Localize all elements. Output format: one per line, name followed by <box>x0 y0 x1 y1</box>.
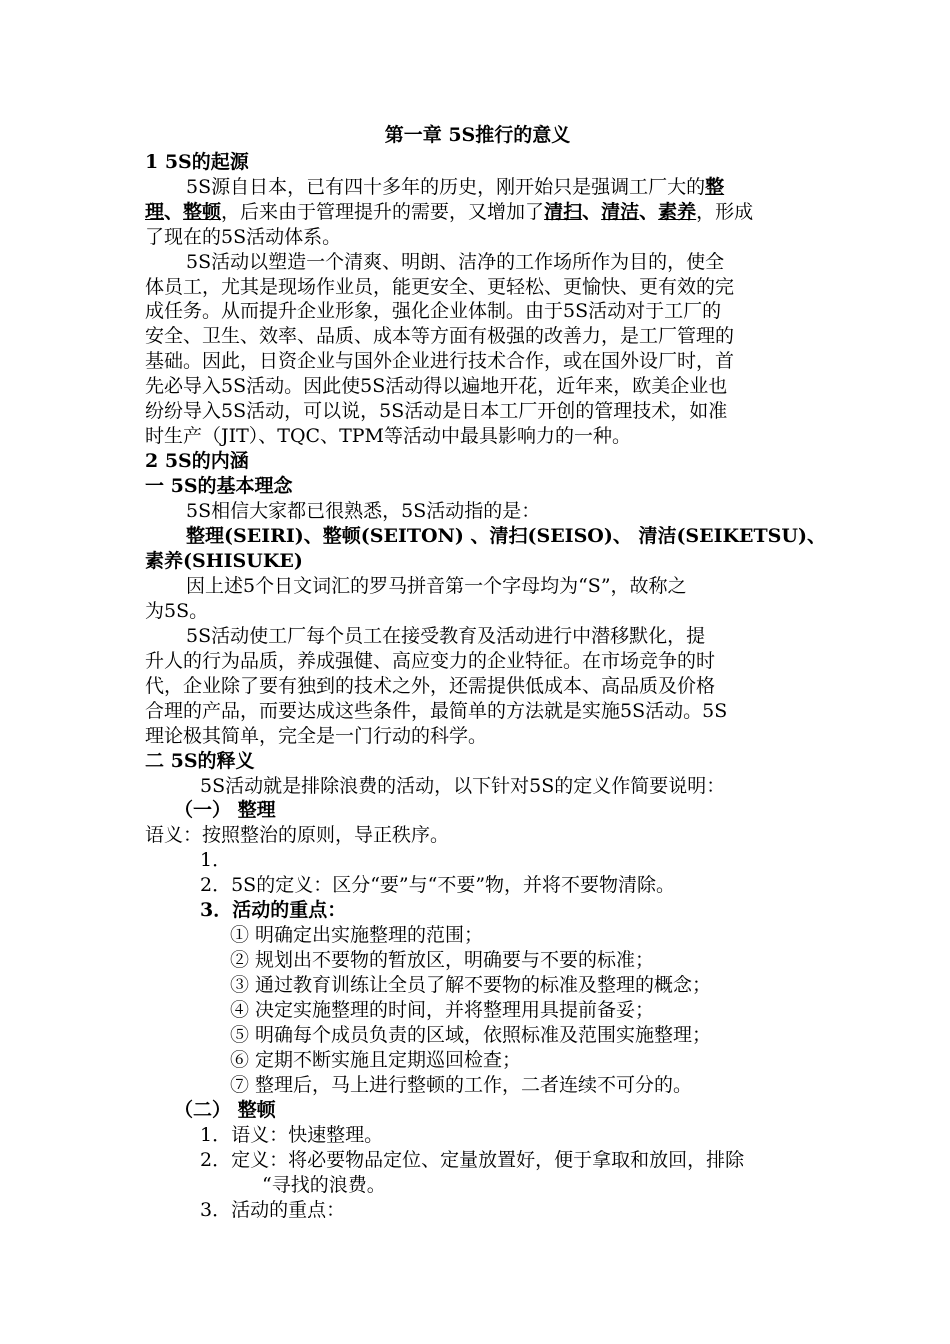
list-item: 2．定义：将必要物品定位、定量放置好，便于拿取和放回，排除 <box>200 1149 745 1171</box>
list-item: 2．5S的定义：区分“要”与“不要”物，并将不要物清除。 <box>200 874 676 896</box>
paragraph-line: 5S源自日本，已有四十多年的历史，刚开始只是强调工厂大的整 <box>186 176 725 198</box>
paragraph-line: 理、整顿，后来由于管理提升的需要，又增加了清扫、清洁、素养，形成 <box>145 201 754 223</box>
paragraph-line: 时生产（JIT）、TQC、TPM等活动中最具影响力的一种。 <box>145 425 631 447</box>
paragraph-line: 了现在的5S活动体系。 <box>145 226 342 248</box>
part-heading-seiri: （一） 整理 <box>174 799 276 821</box>
paragraph-line: 5S活动以塑造一个清爽、明朗、洁净的工作场所作为目的，使全 <box>186 251 725 273</box>
paragraph-line: 5S活动就是排除浪费的活动，以下针对5S的定义作简要说明： <box>200 775 726 797</box>
underlined-term: 清洁 <box>601 201 640 223</box>
paragraph-line: 体员工，尤其是现场作业员，能更安全、更轻松、更愉快、更有效的完 <box>145 276 735 298</box>
list-item: ④ 决定实施整理的时间，并将整理用具提前备妥； <box>230 999 655 1021</box>
subsection-heading-definition: 二 5S的释义 <box>145 750 255 772</box>
list-item: “寻找的浪费。 <box>262 1174 386 1196</box>
list-item: 1．语义：快速整理。 <box>200 1124 384 1146</box>
list-item: 1． <box>200 849 232 871</box>
paragraph-line: 成任务。从而提升企业形象，强化企业体制。由于5S活动对于工厂的 <box>145 300 722 322</box>
list-item: ⑤ 明确每个成员负责的区域，依照标准及范围实施整理； <box>230 1024 712 1046</box>
list-item: 3．活动的重点： <box>200 899 347 921</box>
paragraph-line: 为5S。 <box>145 600 209 622</box>
paragraph-line: 理论极其简单，完全是一门行动的科学。 <box>145 725 488 747</box>
meaning-line: 语义：按照整治的原则，导正秩序。 <box>145 824 450 846</box>
subsection-heading-concept: 一 5S的基本理念 <box>145 475 293 497</box>
part-heading-seiton: （二） 整顿 <box>174 1099 276 1121</box>
list-item: ③ 通过教育训练让全员了解不要物的标准及整理的概念； <box>230 974 712 996</box>
paragraph-line: 代，企业除了要有独到的技术之外，还需提供低成本、高品质及价格 <box>145 675 716 697</box>
section-heading-origin: 1 5S的起源 <box>145 151 249 173</box>
list-item: ② 规划出不要物的暂放区，明确要与不要的标准； <box>230 949 655 971</box>
underlined-term: 整顿 <box>183 201 222 223</box>
list-item: 3．活动的重点： <box>200 1199 346 1221</box>
terms-line: 整理(SEIRI)、整顿(SEITON) 、清扫(SEISO)、 清洁(SEIKETSU)、 <box>186 525 826 547</box>
underlined-term: 清扫 <box>544 201 583 223</box>
paragraph-line: 因上述5个日文词汇的罗马拼音第一个字母均为“S”，故称之 <box>186 575 687 597</box>
underlined-term: 整 <box>705 176 725 198</box>
terms-line: 素养(SHISUKE) <box>145 550 303 572</box>
paragraph-line: 先必导入5S活动。因此使5S活动得以遍地开花，近年来，欧美企业也 <box>145 375 728 397</box>
section-heading-connotation: 2 5S的内涵 <box>145 450 249 472</box>
paragraph-line: 升人的行为品质，养成强健、高应变力的企业特征。在市场竞争的时 <box>145 650 716 672</box>
underlined-term: 理 <box>145 201 165 223</box>
underlined-term: 素养 <box>658 201 697 223</box>
paragraph-line: 合理的产品，而要达成这些条件，最简单的方法就是实施5S活动。5S <box>145 700 728 722</box>
list-item: ⑥ 定期不断实施且定期巡回检查； <box>230 1049 522 1071</box>
list-item: ① 明确定出实施整理的范围； <box>230 924 484 946</box>
paragraph-line: 5S相信大家都已很熟悉，5S活动指的是： <box>186 500 541 522</box>
paragraph-line: 基础。因此，日资企业与国外企业进行技术合作，或在国外设厂时，首 <box>145 350 735 372</box>
paragraph-line: 5S活动使工厂每个员工在接受教育及活动进行中潜移默化，提 <box>186 625 706 647</box>
list-item: ⑦ 整理后，马上进行整顿的工作，二者连续不可分的。 <box>230 1074 693 1096</box>
paragraph-line: 纷纷导入5S活动，可以说，5S活动是日本工厂开创的管理技术，如准 <box>145 400 728 422</box>
paragraph-line: 安全、卫生、效率、品质、成本等方面有极强的改善力，是工厂管理的 <box>145 325 735 347</box>
chapter-title: 第一章 5S推行的意义 <box>384 124 571 146</box>
